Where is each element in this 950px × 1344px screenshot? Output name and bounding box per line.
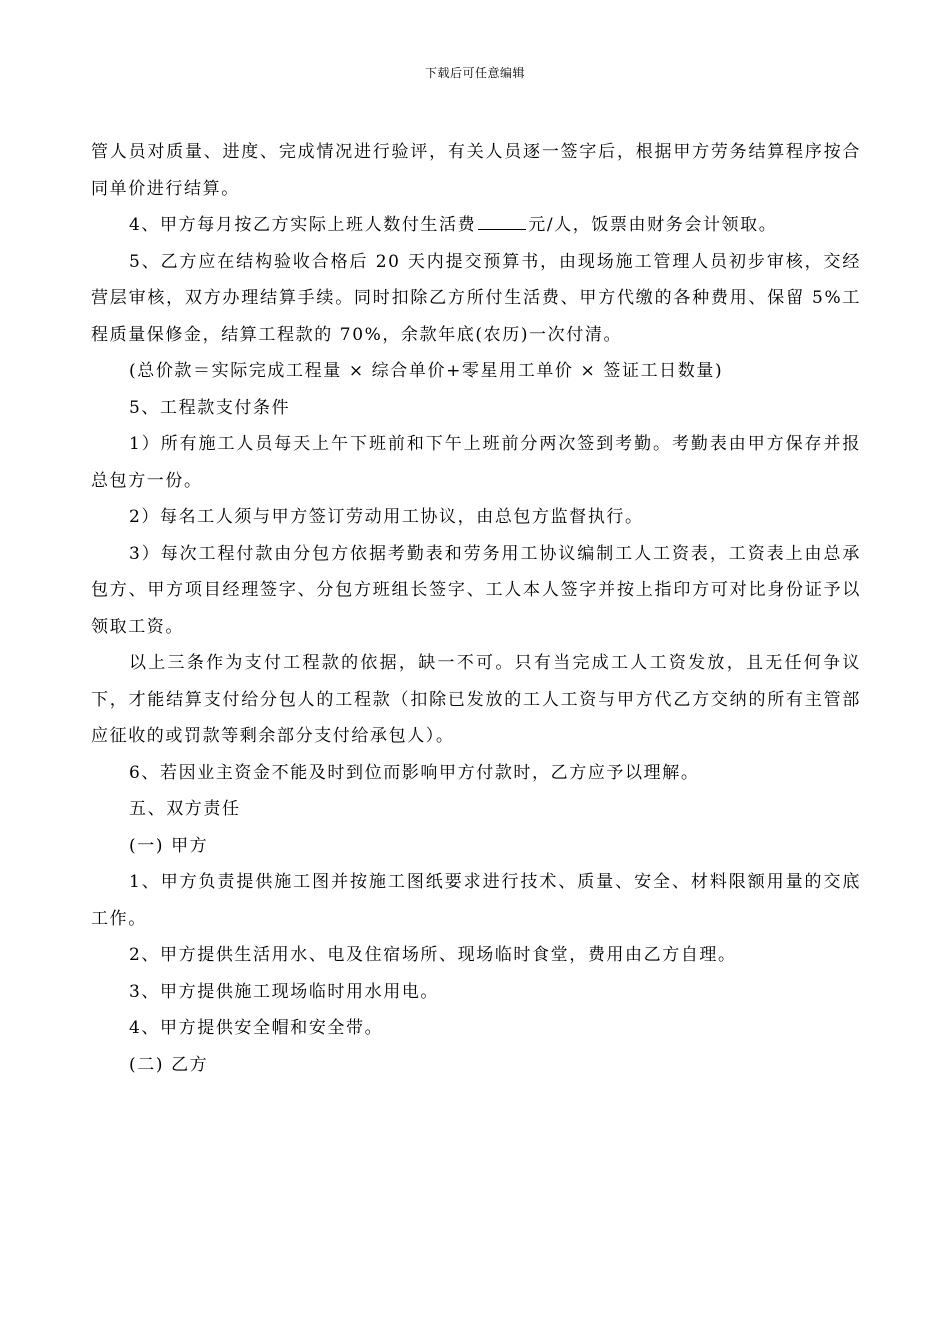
- paragraph-condition-attendance: 1）所有施工人员每天上午下班前和下午上班前分两次签到考勤。考勤表由甲方保存并报总包方一份。: [91, 434, 861, 491]
- paragraph-party-a-safety-gear: 4、甲方提供安全帽和安全带。: [129, 1018, 384, 1038]
- subsection-heading-party-b: (二) 乙方: [129, 1054, 209, 1075]
- paragraph-payment-settlement: 管人员对质量、进度、完成情况进行验评，有关人员逐一签字后，根据甲方劳务结算程序按合同单价进行结算。: [91, 142, 861, 199]
- document-body: [91, 134, 861, 1083]
- paragraph-payment-conditions-heading: 5、工程款支付条件: [129, 397, 291, 418]
- paragraph-condition-labor-agreement: 2）每名工人须与甲方签订劳动用工协议，由总包方监督执行。: [129, 507, 644, 527]
- section-heading-responsibilities: 五、双方责任: [129, 799, 241, 819]
- paragraph-party-a-living-facilities: 2、甲方提供生活用水、电及住宿场所、现场临时食堂，费用由乙方自理。: [129, 945, 737, 965]
- paragraph-total-price-formula: (总价款＝实际完成工程量 × 综合单价+零星用工单价 × 签证工日数量): [129, 361, 724, 381]
- allowance-amount-blank: [478, 213, 526, 230]
- paragraph-owner-funding-delay: 6、若因业主资金不能及时到位而影响甲方付款时，乙方应予以理解。: [129, 762, 700, 783]
- subsection-heading-party-a: (一) 甲方: [129, 835, 209, 856]
- paragraph-party-a-drawings: 1、甲方负责提供施工图并按施工图纸要求进行技术、质量、安全、材料限额用量的交底工作。: [91, 872, 861, 929]
- paragraph-budget-submission: 5、乙方应在结构验收合格后 20 天内提交预算书，由现场施工管理人员初步审核，交经营层审核，双方办理结算手续。同时扣除乙方所付生活费、甲方代缴的各种费用、保留 5%工程质量保修金，结算工程款的 70%，余款年底(农历)一次付清。: [91, 251, 861, 345]
- living-allowance-text-after: 元/人，饭票由财务会计领取。: [528, 215, 778, 235]
- living-allowance-text-before: 4、甲方每月按乙方实际上班人数付生活费: [129, 215, 477, 235]
- paragraph-living-allowance: [91, 207, 861, 244]
- paragraph-condition-wage-sheet: 3）每次工程付款由分包方依据考勤表和劳务用工协议编制工人工资表，工资表上由总承包方、甲方项目经理签字、分包方班组长签字、工人本人签字并按上指印方可对比身份证予以领取工资。: [91, 543, 861, 637]
- paragraph-payment-basis: 以上三条作为支付工程款的依据，缺一不可。只有当完成工人工资发放，且无任何争议下，才能结算支付给分包人的工程款（扣除已发放的工人工资与甲方代乙方交纳的所有主管部应征收的或罚款等剩余部分支付给承包人）。: [91, 653, 861, 746]
- paragraph-party-a-site-utilities: 3、甲方提供施工现场临时用水用电。: [129, 981, 440, 1002]
- header-note: 下载后可任意编辑: [424, 66, 525, 80]
